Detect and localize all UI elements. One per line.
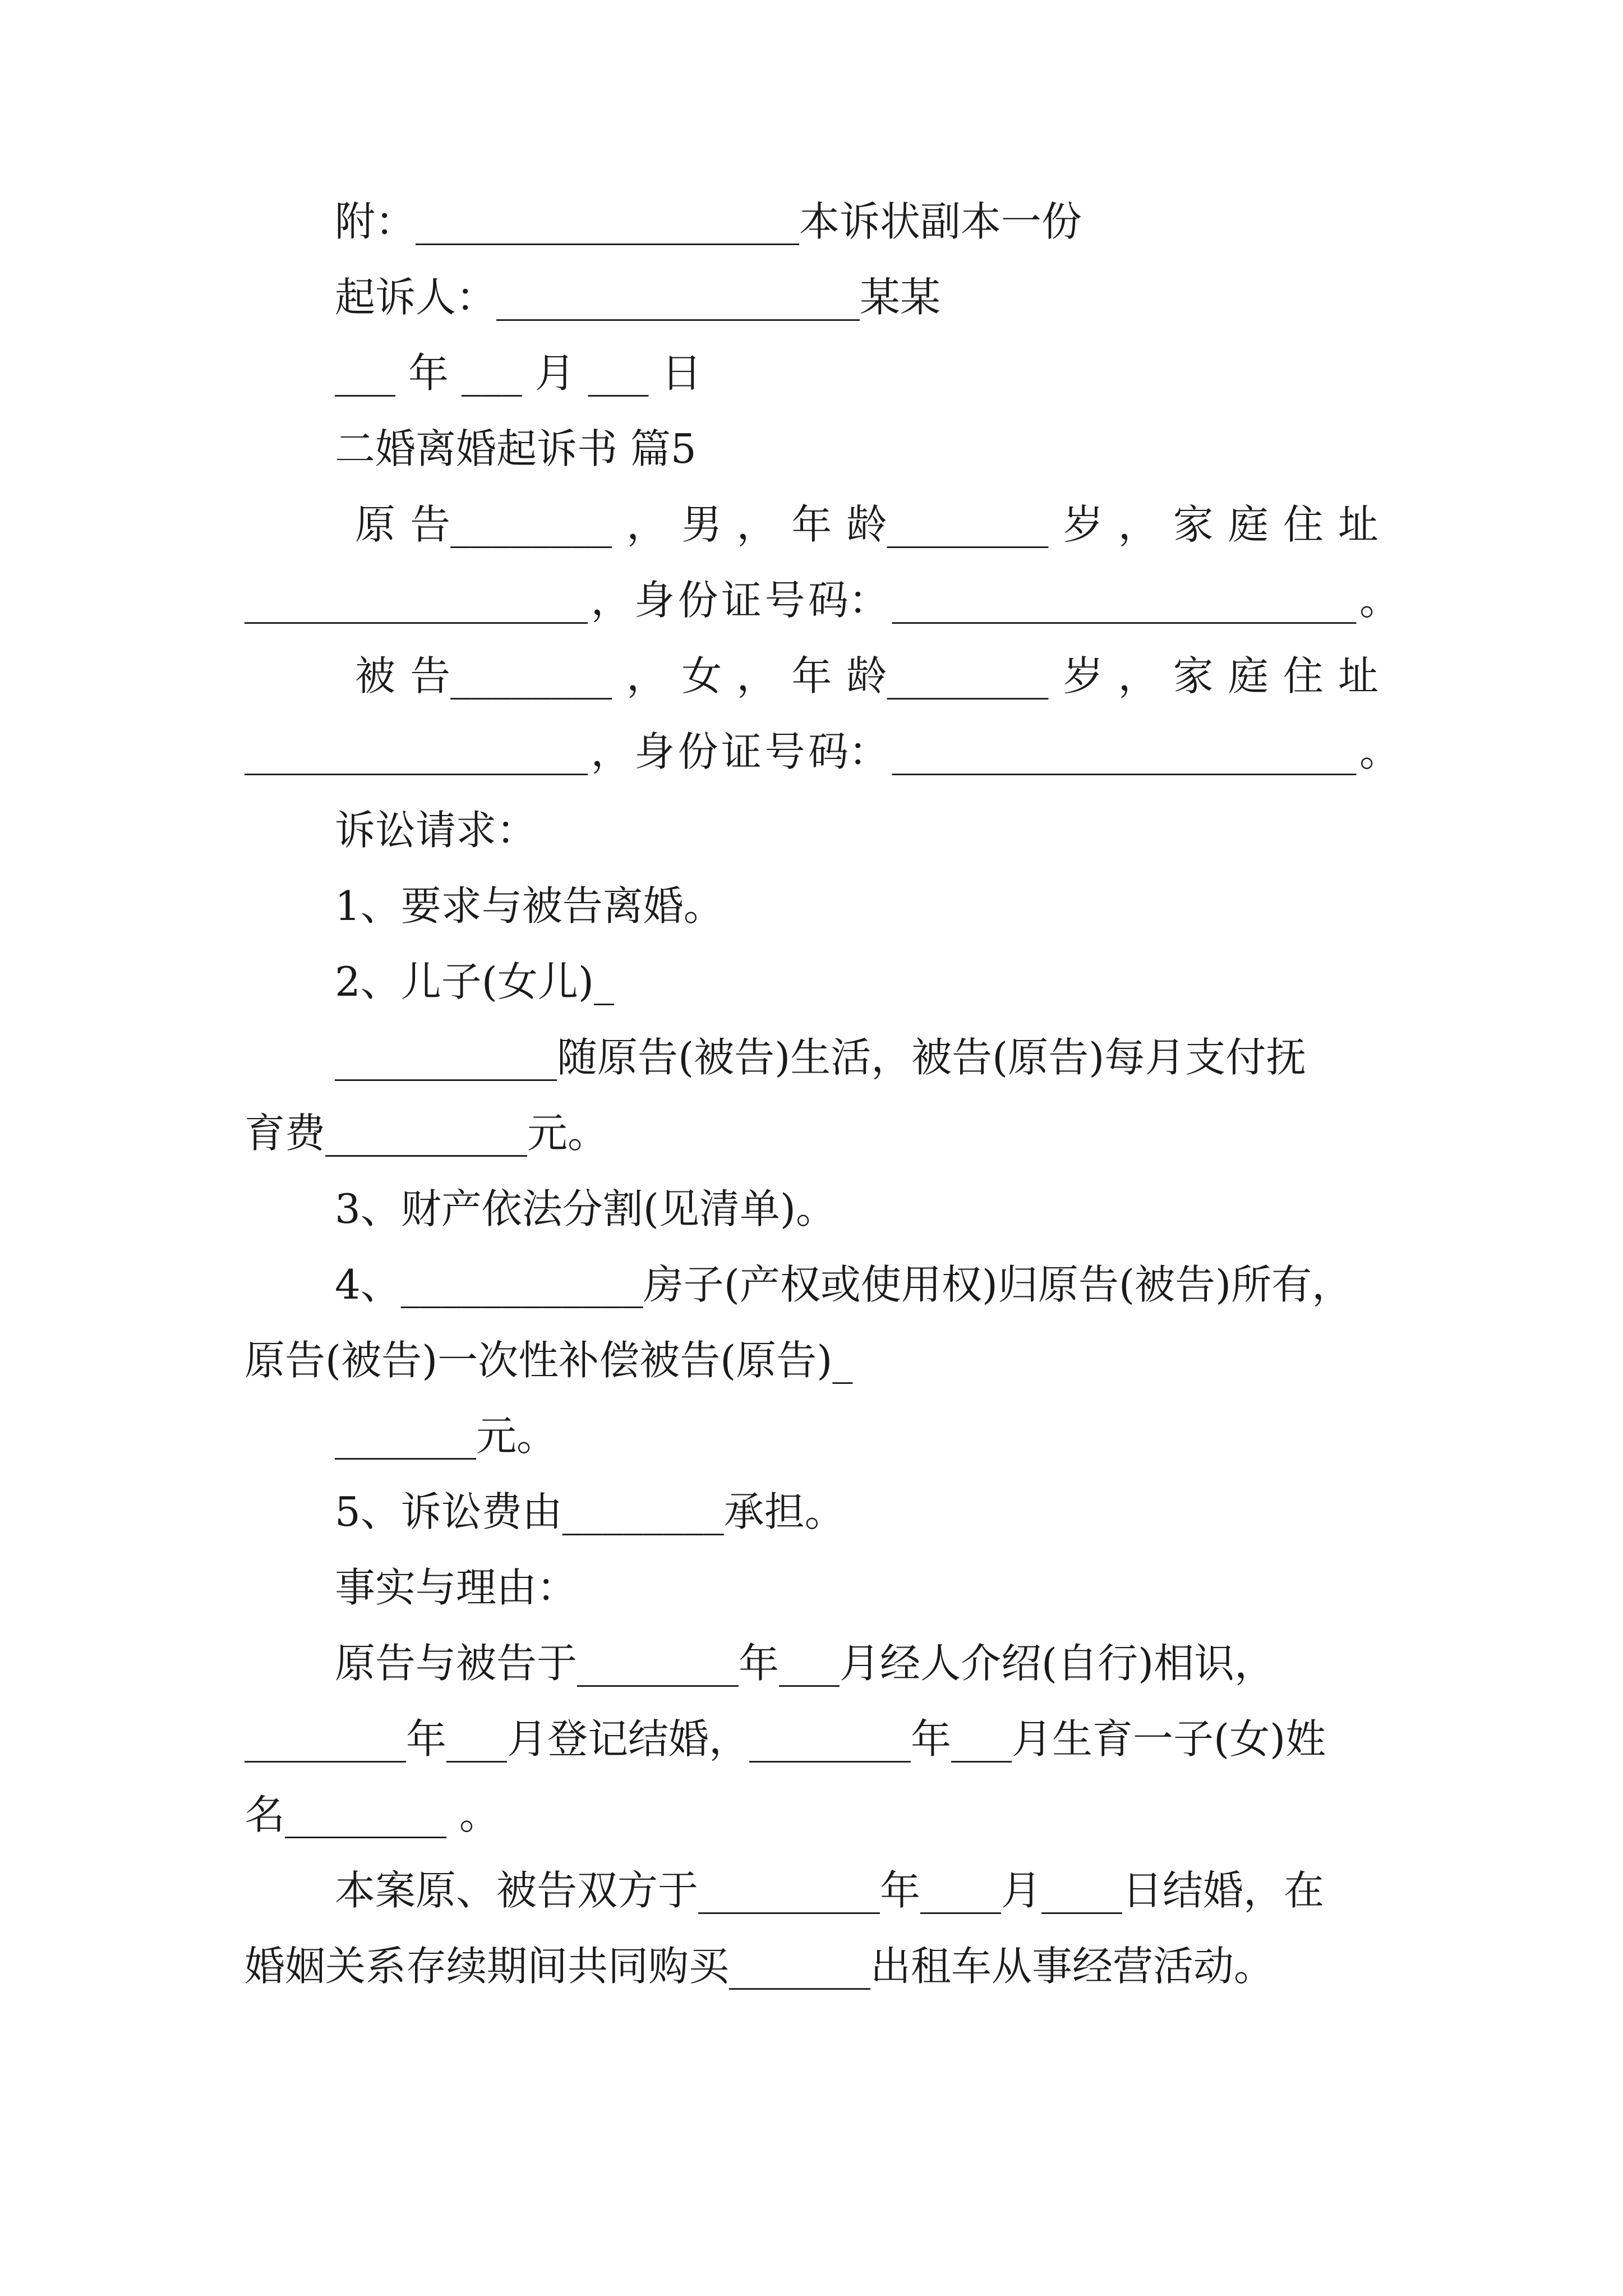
plaintiff-signature-line: 起诉人：__________________某某 — [335, 274, 941, 321]
text-segment: 址 — [1338, 501, 1378, 548]
text-segment: 告________ — [410, 501, 612, 548]
text-segment: 被 — [355, 652, 396, 700]
date-line: ___ 年 ___ 月 ___ 日 — [335, 349, 702, 397]
plaintiff-info-row — [355, 496, 1378, 553]
claim-5: 5、诉讼费由________承担。 — [335, 1488, 845, 1535]
text-segment: 女 — [681, 652, 722, 700]
text-segment: 龄________ — [846, 652, 1049, 700]
claim-3: 3、财产依法分割(见清单)。 — [335, 1185, 836, 1232]
text-segment: ， — [736, 501, 777, 548]
text-segment: 住 — [1283, 501, 1324, 548]
text-segment: 庭 — [1228, 652, 1269, 700]
text-segment: 岁 — [1063, 501, 1104, 548]
text-segment: ， — [626, 652, 667, 700]
text-segment: ， — [736, 652, 777, 700]
text-segment: ， — [591, 577, 631, 624]
text-segment: 年 — [791, 652, 832, 700]
facts-paragraph-1-line-2: ________年___月登记结婚，________年___月生育一子(女)姓 — [245, 1715, 1326, 1763]
text-segment: ， — [591, 728, 631, 775]
defendant-id-row — [245, 724, 1400, 780]
text-segment: 住 — [1283, 652, 1324, 700]
attachment-line: 附：___________________本诉状副本一份 — [335, 198, 1082, 245]
text-segment: 男 — [681, 501, 722, 548]
claim-4-continued: 原告(被告)一次性补偿被告(原告)_ — [245, 1337, 853, 1384]
text-segment: _________________ — [245, 577, 588, 624]
text-segment: ， — [1118, 652, 1159, 700]
text-segment: 码： — [808, 728, 889, 775]
text-segment: 证 — [721, 577, 762, 624]
text-segment: _________________ — [245, 728, 588, 775]
text-segment: 年 — [791, 501, 832, 548]
text-segment: 。 — [1359, 577, 1400, 624]
claim-2-support-fee: 育费__________元。 — [245, 1110, 608, 1157]
section-heading: 二婚离婚起诉书 篇5 — [335, 425, 697, 472]
facts-paragraph-1-line-3: 名________ 。 — [245, 1791, 500, 1838]
defendant-info-row — [355, 648, 1378, 704]
text-segment: 龄________ — [846, 501, 1049, 548]
text-segment: ， — [626, 501, 667, 548]
text-segment: _______________________ — [892, 728, 1357, 775]
text-segment: 原 — [355, 501, 396, 548]
plaintiff-id-row — [245, 572, 1400, 628]
text-segment: 份 — [677, 728, 718, 775]
text-segment: 身 — [634, 728, 675, 775]
text-segment: 岁 — [1063, 652, 1104, 700]
text-segment: ， — [1118, 501, 1159, 548]
text-segment: 身 — [634, 577, 675, 624]
text-segment: 。 — [1359, 728, 1400, 775]
text-segment: 家 — [1173, 652, 1214, 700]
facts-paragraph-2-line-2: 婚姻关系存续期间共同购买_______出租车从事经营活动。 — [245, 1943, 1275, 1990]
text-segment: 家 — [1173, 501, 1214, 548]
text-segment: 址 — [1338, 652, 1378, 700]
text-segment: 庭 — [1228, 501, 1269, 548]
text-segment: 号 — [764, 577, 805, 624]
claim-4-amount: _______元。 — [335, 1412, 557, 1460]
text-segment: 证 — [721, 728, 762, 775]
facts-heading: 事实与理由： — [335, 1564, 578, 1611]
text-segment: 份 — [677, 577, 718, 624]
claims-heading: 诉讼请求： — [335, 807, 537, 854]
text-segment: 码： — [808, 577, 889, 624]
text-segment: 告________ — [410, 652, 612, 700]
claim-4: 4、____________房子(产权或使用权)归原告(被告)所有， — [335, 1261, 1353, 1308]
facts-paragraph-2: 本案原、被告双方于_________年____月____日结婚，在 — [335, 1867, 1325, 1914]
text-segment: _______________________ — [892, 577, 1357, 624]
claim-2: 2、儿子(女儿)_ — [335, 958, 614, 1005]
claim-1: 1、要求与被告离婚。 — [335, 882, 724, 930]
text-segment: 号 — [764, 728, 805, 775]
claim-2-continued: ___________随原告(被告)生活，被告(原告)每月支付抚 — [335, 1034, 1307, 1081]
facts-paragraph-1: 原告与被告于________年___月经人介绍(自行)相识， — [335, 1640, 1275, 1687]
